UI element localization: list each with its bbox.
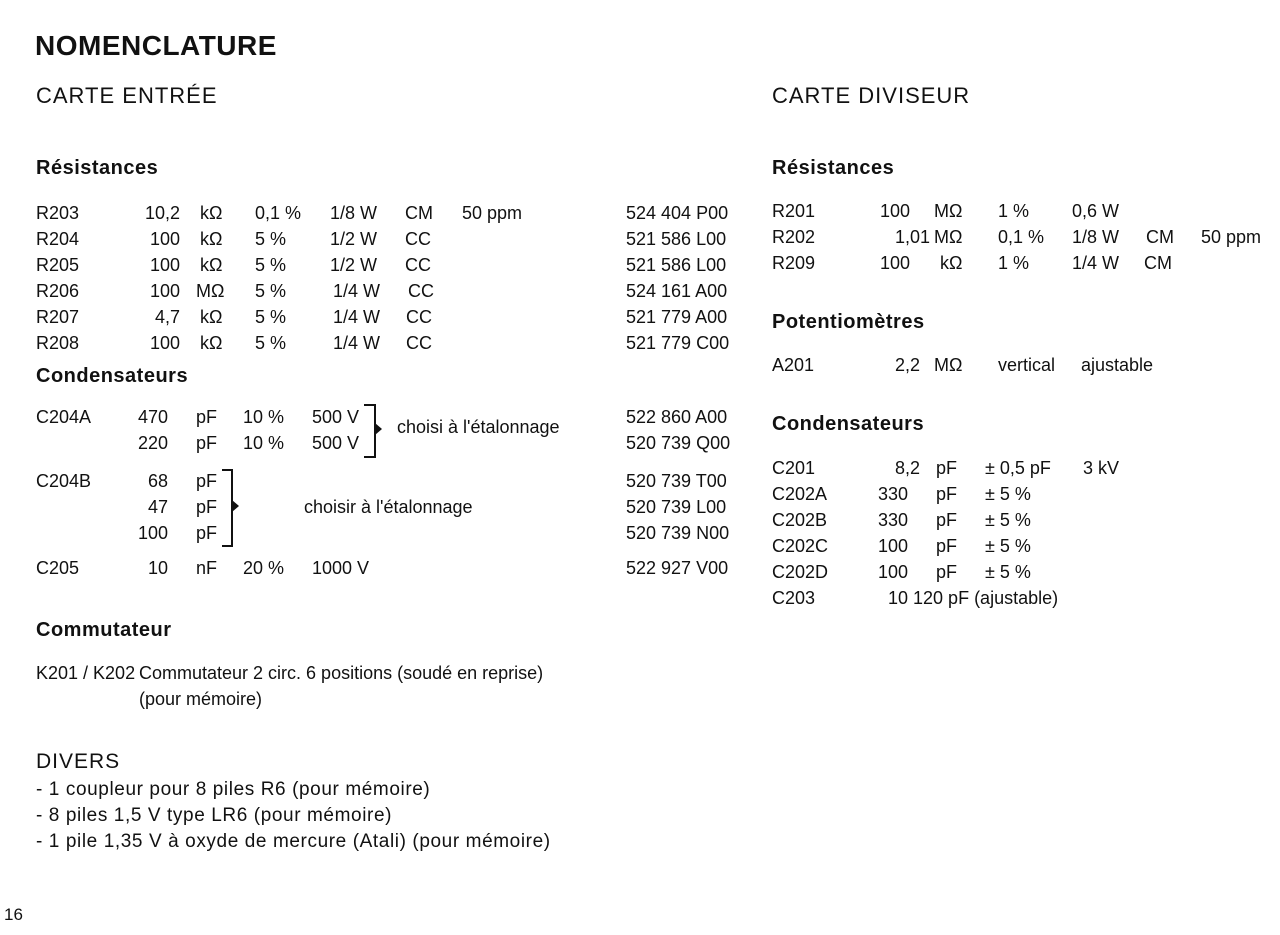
value: 4,7 [154,307,180,327]
value: 100 [878,536,909,556]
unit: pF [936,510,958,530]
ref: C205 [36,558,80,578]
unit: pF [196,407,218,427]
power: 1/2 W [330,255,378,275]
tolerance: 5 % [255,229,287,249]
ref: R202 [772,227,816,247]
voltage: 3 kV [1083,458,1120,478]
tolerance: ± 5 % [985,562,1031,582]
unit: kΩ [200,229,223,249]
tolerance: 0,1 % [998,227,1045,247]
power: 1/8 W [330,203,378,223]
ref: R201 [772,201,816,221]
value: 330 [878,510,909,530]
unit: pF [196,471,218,491]
tolerance: ± 0,5 pF [985,458,1051,478]
table-row [0,224,1275,250]
page-number: 16 [4,905,23,924]
unit: kΩ [200,307,223,327]
value: 68 [147,471,168,491]
ref: R203 [36,203,80,223]
table-row [0,533,1275,559]
table-row [0,585,1275,611]
ref: R209 [772,253,816,273]
calibration-note: choisi à l'étalonnage [397,417,560,437]
tolerance: ± 5 % [985,510,1031,530]
type: CC [405,255,431,275]
voltage: 1000 V [312,558,370,578]
type: CC [408,281,434,301]
unit: kΩ [940,253,963,273]
table-row [0,481,1275,507]
potentiometres-heading: Potentiomètres [772,311,925,333]
ref: R205 [36,255,80,275]
ref: K201 / K202 [36,663,136,683]
table-row [0,660,760,686]
code: 520 739 L00 [626,497,727,517]
power: 1/4 W [1072,253,1120,273]
table-row [0,455,1275,481]
value: 1,01 [894,227,930,247]
ref: C204A [36,407,92,427]
value: 100 [149,255,180,275]
table-row [0,198,1275,224]
value: 100 [878,562,909,582]
description-note: (pour mémoire) [139,689,263,709]
value: 100 [880,253,911,273]
description: 10 120 pF (ajustable) [888,588,1059,608]
table-row [0,507,1275,533]
type: CC [406,333,432,353]
power: 1/4 W [333,281,381,301]
tolerance: 5 % [255,307,287,327]
value: 8,2 [894,458,920,478]
description: vertical [998,355,1056,375]
value: 2,2 [895,355,921,375]
code: 521 779 A00 [626,307,728,327]
table-row [0,250,1275,276]
ref: C203 [772,588,816,608]
value: 100 [149,281,180,301]
ref: C202C [772,536,829,556]
ref: R208 [36,333,80,353]
unit: pF [196,497,218,517]
diviseur-resistances-heading: Résistances [772,157,895,179]
entree-condensateurs-heading: Condensateurs [36,365,189,387]
calibration-note: choisir à l'étalonnage [304,497,473,517]
tolerance: 0,1 % [255,203,302,223]
value: 47 [147,497,168,517]
extra: 50 ppm [1201,227,1262,247]
code: 521 779 C00 [626,333,730,353]
code: 520 739 N00 [626,523,730,543]
list-item: - 1 coupleur pour 8 piles R6 (pour mémoire) [36,779,431,800]
bracket-tip [375,423,382,435]
unit: kΩ [200,333,223,353]
tolerance: 5 % [255,255,287,275]
tolerance: ± 5 % [985,536,1031,556]
diviseur-condensateurs-heading: Condensateurs [772,413,925,435]
table-row [0,278,760,304]
value: 100 [880,201,911,221]
value: 470 [137,407,168,427]
type: CM [405,203,433,223]
description: Commutateur 2 circ. 6 positions (soudé en reprise) [139,663,544,683]
type: CM [1144,253,1172,273]
code: 520 739 Q00 [626,433,731,453]
voltage: 500 V [312,407,360,427]
ref: A201 [772,355,815,375]
ref: R207 [36,307,80,327]
code: 521 586 L00 [626,255,727,275]
value: 220 [137,433,168,453]
ref: C202B [772,510,828,530]
type: CM [1146,227,1174,247]
code: 522 860 A00 [626,407,728,427]
unit: MΩ [934,355,963,375]
type: CC [405,229,431,249]
unit: pF [196,433,218,453]
value: 100 [149,229,180,249]
tolerance: 1 % [998,253,1030,273]
unit: pF [936,484,958,504]
unit: pF [936,562,958,582]
unit: kΩ [200,255,223,275]
code: 524 161 A00 [626,281,728,301]
entree-resistances-heading: Résistances [36,157,159,179]
tolerance: 5 % [255,281,287,301]
power: 1/2 W [330,229,378,249]
tolerance: 10 % [243,433,285,453]
code: 521 586 L00 [626,229,727,249]
table-row [0,304,760,330]
value: 330 [878,484,909,504]
unit: MΩ [934,227,963,247]
description: ajustable [1081,355,1154,375]
table-row [0,352,1275,378]
unit: pF [936,458,958,478]
tolerance: 10 % [243,407,285,427]
tolerance: ± 5 % [985,484,1031,504]
extra: 50 ppm [462,203,523,223]
unit: kΩ [200,203,223,223]
ref: C204B [36,471,92,491]
power: 1/8 W [1072,227,1120,247]
unit: nF [196,558,218,578]
list-item: - 1 pile 1,35 V à oxyde de mercure (Atali) (pour mémoire) [36,831,551,852]
divers-heading: DIVERS [36,750,121,773]
power: 1/4 W [333,307,381,327]
tolerance: 1 % [998,201,1030,221]
power: 1/4 W [333,333,381,353]
ref: R204 [36,229,80,249]
list-item: - 8 piles 1,5 V type LR6 (pour mémoire) [36,805,393,826]
ref: C201 [772,458,816,478]
ref: C202D [772,562,829,582]
value: 10 [147,558,168,578]
value: 100 [149,333,180,353]
code: 520 739 T00 [626,471,727,491]
unit: MΩ [196,281,225,301]
voltage: 500 V [312,433,360,453]
power: 0,6 W [1072,201,1120,221]
ref: R206 [36,281,80,301]
tolerance: 20 % [243,558,285,578]
page-title: NOMENCLATURE [35,30,277,61]
carte-diviseur-heading: CARTE DIVISEUR [772,83,971,108]
carte-entree-heading: CARTE ENTRÉE [36,83,218,108]
table-row [0,559,1275,585]
value: 10,2 [144,203,180,223]
tolerance: 5 % [255,333,287,353]
unit: MΩ [934,201,963,221]
type: CC [406,307,432,327]
ref: C202A [772,484,828,504]
commutateur-heading: Commutateur [36,619,172,641]
unit: pF [196,523,218,543]
value: 100 [137,523,168,543]
code: 524 404 P00 [626,203,729,223]
code: 522 927 V00 [626,558,729,578]
unit: pF [936,536,958,556]
